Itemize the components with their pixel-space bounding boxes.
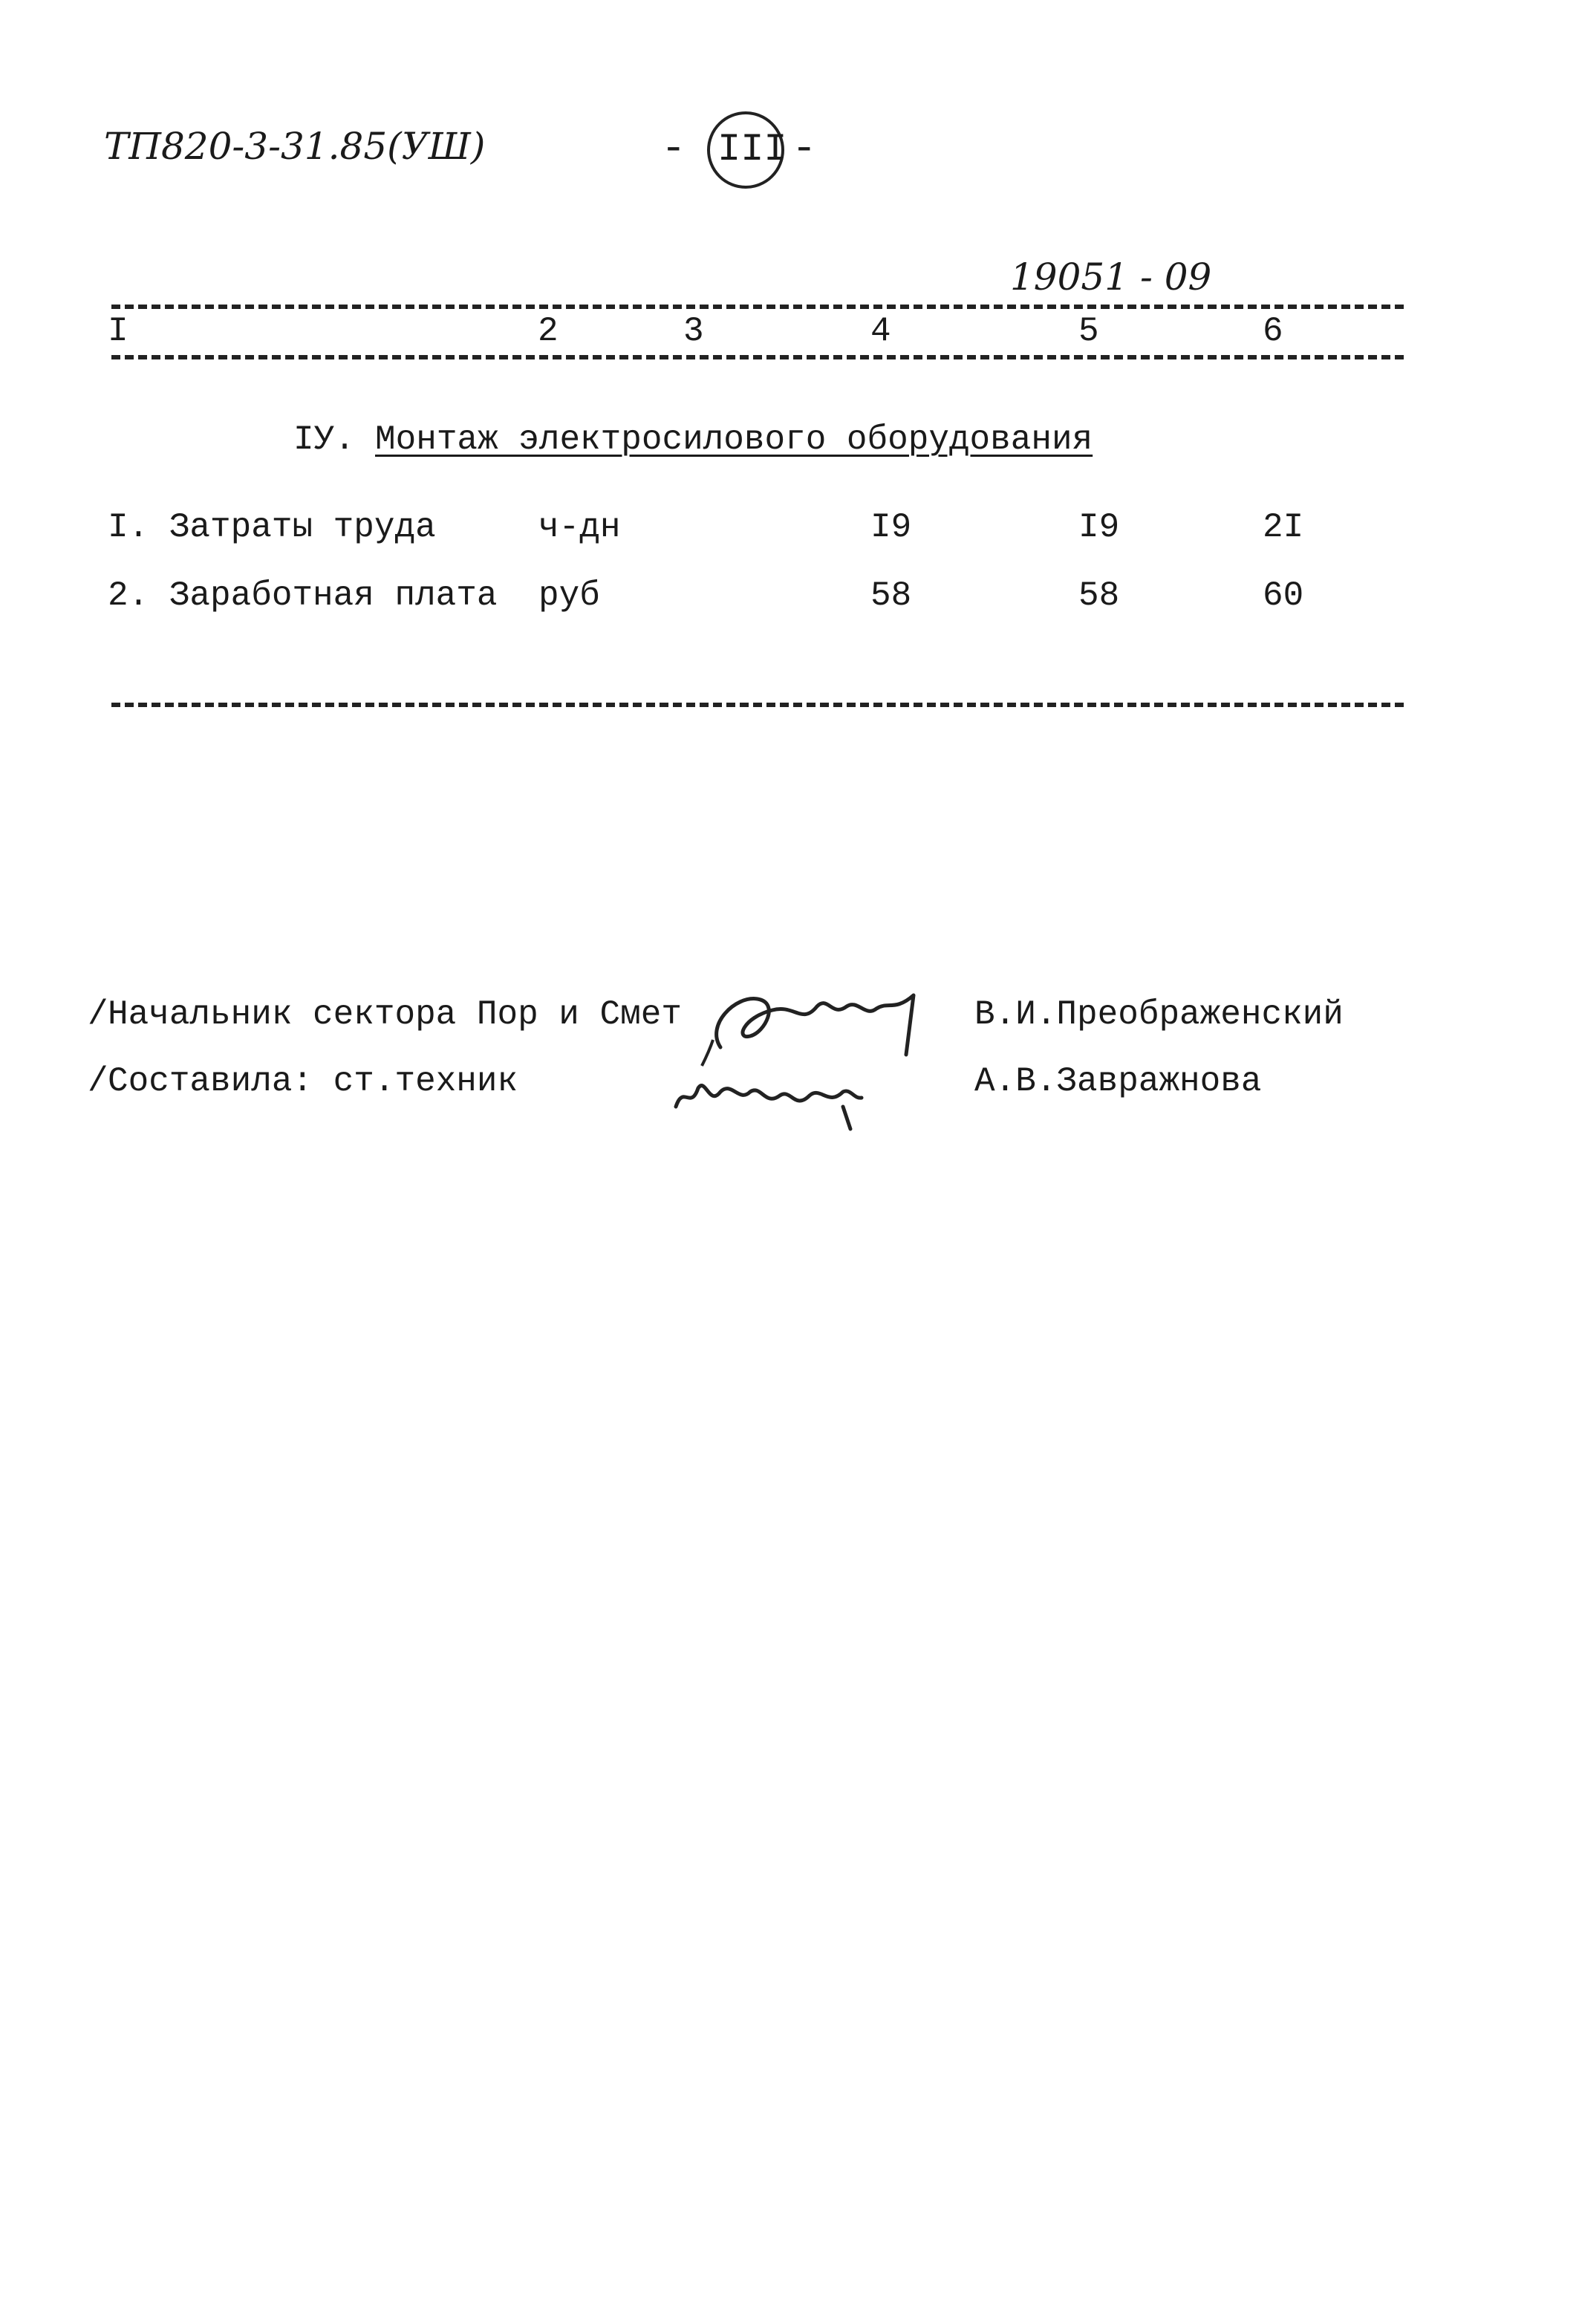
row-labour-label: I. Затраты труда [108, 508, 436, 547]
column-header-3: 3 [683, 312, 704, 351]
row-wages-col4: 58 [870, 576, 912, 615]
handwritten-signature-technician [668, 1055, 891, 1136]
column-header-rule [111, 355, 1404, 359]
signature-name-technician: А.В.Завражнова [974, 1062, 1262, 1101]
column-header-4: 4 [870, 312, 891, 351]
page-suffix: - [792, 125, 817, 172]
column-header-6: 6 [1263, 312, 1283, 351]
row-labour-col4: I9 [870, 508, 912, 547]
section-number: IУ. [293, 420, 355, 459]
table-bottom-rule [111, 703, 1404, 707]
column-header-2: 2 [538, 312, 559, 351]
row-labour-col5: I9 [1078, 508, 1120, 547]
signature-mark-2: / [88, 1062, 108, 1101]
section-title: Монтаж электросилового оборудования [375, 420, 1093, 459]
row-wages-col5: 58 [1078, 576, 1120, 615]
top-dashed-rule [111, 305, 1404, 309]
row-wages-unit: руб [538, 576, 600, 615]
column-header-1: I [108, 312, 128, 351]
page-prefix: - [661, 125, 686, 172]
row-wages-col6: 60 [1263, 576, 1304, 615]
row-labour-unit: ч-дн [538, 508, 621, 547]
signature-mark-1: / [88, 995, 108, 1034]
signature-name-head: В.И.Преображенский [974, 995, 1344, 1034]
registration-number: 19051 - 09 [1010, 255, 1212, 299]
signature-role-technician: Составила: ст.техник [108, 1062, 518, 1101]
row-wages-label: 2. Заработная плата [108, 576, 498, 615]
document-code: ТП820-3-31.85(УШ) [104, 125, 486, 168]
page-number: III [717, 128, 787, 172]
row-labour-col6: 2I [1263, 508, 1304, 547]
column-header-5: 5 [1078, 312, 1099, 351]
signature-role-head: Начальник сектора Пор и Смет [108, 995, 682, 1034]
